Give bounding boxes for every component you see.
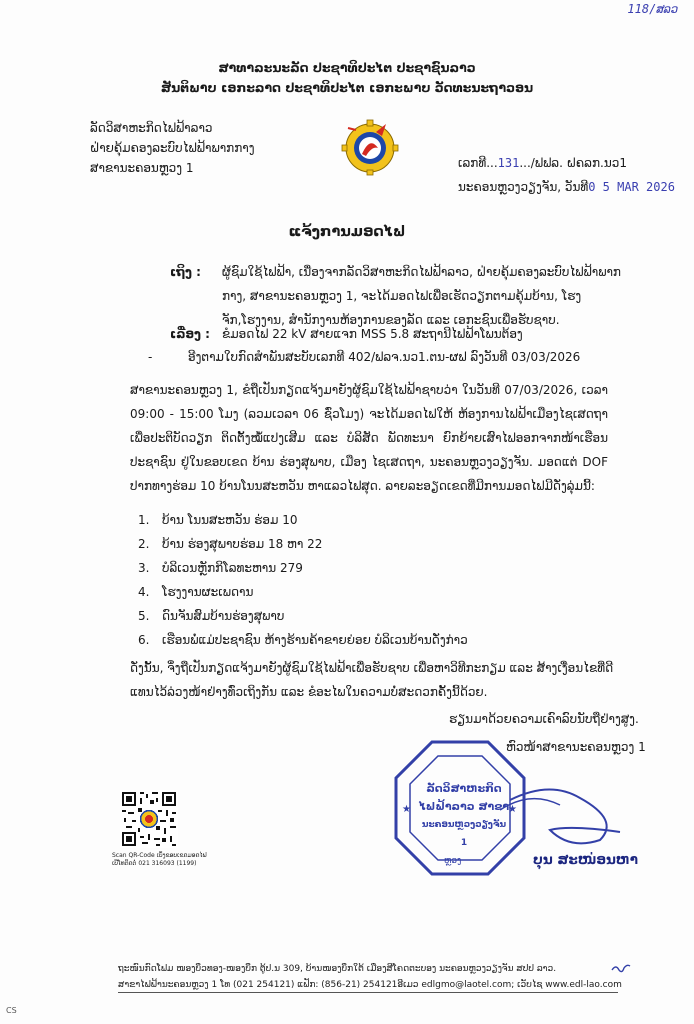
header-line-1: ສາທາລະນະລັດ ປະຊາທິປະໄຕ ປະຊາຊົນລາວ — [218, 60, 476, 75]
ref-number-suffix: .../ຟຟລ. ຝຄລກ.ນວ1 — [519, 156, 627, 170]
ref-number-handwritten: 131 — [497, 156, 520, 170]
list-item: 6. ເຮືອນພໍ່ແມ່ປະຊາຊົນ ຫ້າງຮ້ານຄ້າຂາຍຍ່ອຍ ບໍລິເວນບ້ານດັ່ງກ່າວ — [138, 633, 468, 647]
sender-line-1: ລັດວິສາຫະກິດໄຟຟ້າລາວ — [90, 121, 213, 135]
list-item: 1. ບ້ານ ໂນນສະຫວັນ ຮ່ອມ 10 — [138, 513, 298, 527]
reference-date — [458, 175, 675, 199]
stamp-line-1: ລັດວິສາຫະກິດ — [426, 782, 502, 795]
corner-handwritten-note: 118/ສລວ — [627, 2, 678, 16]
reference-block — [458, 151, 675, 199]
sender-line-2: ຝ່າຍຄຸ້ມຄອງລະບົບໄຟຟ້າພາກກາງ — [90, 141, 255, 155]
qr-caption-1: Scan QR-Code ເບິ່ງຂອບເຂດມອດໄຟ — [112, 852, 207, 859]
ref-date-prefix: ນະຄອນຫຼວງວຽງຈັນ, ວັນທີ — [458, 180, 589, 194]
footer-divider — [118, 992, 618, 993]
basis-dash: - — [148, 350, 153, 364]
reference-number — [458, 151, 675, 175]
subject-label: ເລື່ອງ : — [170, 327, 210, 341]
document-title: ແຈ້ງການມອດໄຟ — [288, 224, 406, 240]
list-item: 2. ບ້ານ ຮ່ອງສຸພາບຮ່ອມ 18 ຫາ 22 — [138, 537, 323, 551]
subject-text: ຂໍມອດໄຟ 22 kV ສາຍແຈກ MSS 5.8 ສະຖານີໄຟຟ້າໂພນຕ້ອງ — [222, 327, 523, 341]
stamp-ring-text: ຫຼວງ — [444, 856, 462, 866]
svg-text:★: ★ — [402, 804, 411, 815]
list-item: 4. ໂຮງງານຜະເພດານ — [138, 585, 254, 599]
ref-date-stamp: 0 5 MAR 2026 — [588, 180, 675, 194]
national-header — [0, 58, 694, 98]
signer-name: ບຸນ ສະໜ່ອນຫາ — [533, 852, 639, 868]
sender-line-3: ສາຂານະຄອນຫຼວງ 1 — [90, 161, 194, 175]
scanner-mark: CS — [6, 1006, 17, 1015]
to-label: ເຖິງ : — [170, 265, 201, 279]
signer-title: ຫົວໜ້າສາຂານະຄອນຫຼວງ 1 — [506, 740, 646, 754]
qr-code-icon[interactable] — [120, 790, 178, 848]
list-item: 3. ບໍລິເວນຫຼັກກິໂລທະຫານ 279 — [138, 561, 303, 575]
footer-initials-icon — [610, 962, 632, 974]
footer-contacts: ສາຂາໄຟຟ້ານະຄອນຫຼວງ 1 ໂທ (021 254121) ແຟັກ: (856-21) 254121ອີເມວ edlgmo@laotel.com; ເວັບໄຊ www.edl-lao.com — [118, 980, 622, 990]
svg-text:★: ★ — [508, 804, 517, 815]
subject-row — [170, 322, 640, 346]
signature-icon — [490, 770, 640, 860]
regards-line: ຮຽນມາດ້ວຍຄວາມເຄົາລົບນັບຖືຢ່າງສູງ. — [449, 712, 639, 726]
stamp-line-2: ໄຟຟ້າລາວ ສາຂາ — [418, 800, 510, 813]
basis-text: ອີງຕາມໃບກົດສຳພັນສະບັບເລກທີ 402/ຟລຈ.ນວ1.ຕນ-ຜຟ ລົງວັນທີ 03/03/2026 — [188, 350, 581, 364]
qr-caption-2: ເບີໂທຕິດຕໍ່ 021 316093 (1199) — [112, 860, 197, 867]
closing-paragraph: ດັ່ງນັ້ນ, ຈຶ່ງຖືເປັນກຽດແຈ້ງມາຍັງຜູ້ຊົມໃຊ້ໄຟຟ້າເພື່ອຮັບຊາບ ເພື່ອຫາວິທີກະກຽມ ແລະ ສ້າງເງື່ອນໄຂທີ່ດີແທນໄວ້ລ່ວງໜ້າຢ່າງທົ່ວເຖິງກັນ ແລະ ຂໍອະໄພໃນຄວາມບໍ່ສະດວກຄັ້ງນີ້ດ້ວຍ. — [130, 661, 614, 699]
outage-area-list — [138, 508, 468, 652]
footer-address: ຖະໜົນກົດໂຟມ ໜອງບຶວທອງ-ໜອງບຶກ ຕູ້ປ.ນ 309, ບ້ານໜອງບຶກໃຕ້ ເມືອງສີໂຄດຕະບອງ ນະຄອນຫຼວງວຽງຈັນ ສປປ ລາວ. — [118, 964, 557, 974]
list-item: 5. ດົນຈັນສົມບ້ານຮ່ອງສຸພາບ — [138, 609, 285, 623]
main-paragraph: ສາຂານະຄອນຫຼວງ 1, ຂໍຖືເປັນກຽດແຈ້ງມາຍັງຜູ້ຊົມໃຊ້ໄຟຟ້າຊາບວ່າ ໃນວັນທີ 07/03/2026, ເວລາ 09:00 - 15:00 ໂມງ (ລວມເວລາ 06 ຊົ່ວໂມງ) ຈະໄດ້ມອດໄຟໃຫ້ ຫ້ອງການໄຟຟ້າເມືອງໄຊເສດຖາ ເພື່ອປະຕິບັດວຽກ ຕິດຕັ້ງໝໍ້ແປງເສີມ ແລະ ບໍລິສັດ ພັດທະນາ ຍົກຍ້າຍເສົາໄຟອອກຈາກໜ້າເຮືອນປະຊາຊົນ ຢູ່ໃນຂອບເຂດ ບ້ານ ຮ່ອງສຸພາບ, ເມືອງ ໄຊເສດຖາ, ນະຄອນຫຼວງວຽງຈັນ. ມອດແຕ່ DOF ປາກທາງຮ່ອມ 10 ບ້ານໂນນສະຫວັນ ຫາແລວໄຟສຸດ. ລາຍລະອຽດເຂດທີ່ມີການມອດໄຟມີດັ່ງລຸ່ມນີ້: — [130, 383, 608, 493]
to-text: ຜູ້ຊົມໃຊ້ໄຟຟ້າ, ເນື່ອງຈາກລັດວິສາຫະກິດໄຟຟ້າລາວ, ຝ່າຍຄຸ້ມຄອງລະບົບໄຟຟ້າພາກກາງ, ສາຂານະຄອນຫຼວງ 1, ຈະໄດ້ມອດໄຟເພື່ອເຮັດວຽກຕາມຄຸ້ມບ້ານ, ໂຮງຈັກ,ໂຮງງານ, ສຳນັກງານຫ້ອງການຂອງລັດ ແລະ ເອກະຊົນເພື່ອຮັບຊາບ. — [222, 265, 621, 327]
ref-number-prefix: ເລກທີ... — [458, 156, 498, 170]
header-line-2: ສັນຕິພາບ ເອກະລາດ ປະຊາທິປະໄຕ ເອກະພາບ ວັດທະນະຖາວອນ — [160, 80, 534, 95]
stamp-line-3: ນະຄອນຫຼວງວຽງຈັນ 1 — [421, 820, 507, 848]
sender-block — [90, 118, 255, 178]
edl-logo-icon — [336, 118, 404, 176]
